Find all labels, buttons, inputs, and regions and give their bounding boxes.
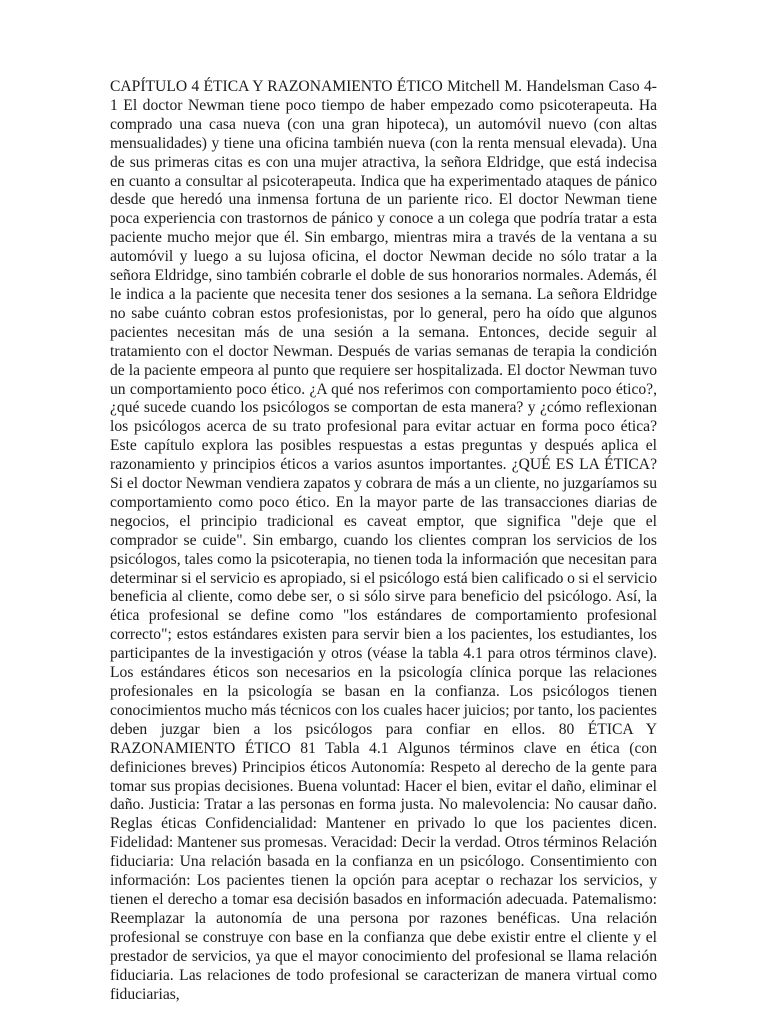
document-body-text: CAPÍTULO 4 ÉTICA Y RAZONAMIENTO ÉTICO Mitchell M. Handelsman Caso 4-1 El doctor Newman tiene poco tiempo de haber empezado como psicoterapeuta. Ha comprado una casa nueva (con una gran hipoteca), un automóvil nuevo (con altas mensualidades) y tiene una oficina también nueva (con la renta mensual elevada). Una de sus primeras citas es con una mujer atractiva, la señora Eldridge, que está indecisa en cuanto a consultar al psicoterapeuta. Indica que ha experimentado ataques de pánico desde que heredó una inmensa fortuna de un pariente rico. El doctor Newman tiene poca experiencia con trastornos de pánico y conoce a un colega que podría tratar a esta paciente mucho mejor que él. Sin embargo, mientras mira a través de la ventana a su automóvil y luego a su lujosa oficina, el doctor Newman decide no sólo tratar a la señora Eldridge, sino también cobrarle el doble de sus honorarios normales. Además, él le indica a la paciente que necesita tener dos sesiones a la semana. La señora Eldridge no sabe cuánto cobran estos profesionistas, por lo general, pero ha oído que algunos pacientes necesitan más de una sesión a la semana. Entonces, decide seguir al tratamiento con el doctor Newman. Después de varias semanas de terapia la condición de la paciente empeora al punto que requiere ser hospitalizada. El doctor Newman tuvo un comportamiento poco ético. ¿A qué nos referimos con comportamiento poco ético?, ¿qué sucede cuando los psicólogos se comportan de esta manera? y ¿cómo reflexionan los psicólogos acerca de su trato profesional para evitar actuar en forma poco ética? Este capítulo explora las posibles respuestas a estas preguntas y después aplica el razonamiento y principios éticos a varios asuntos importantes. ¿QUÉ ES LA ÉTICA? Si el doctor Newman vendiera zapatos y cobrara de más a un cliente, no juzgaríamos su comportamiento como poco ético. En la mayor parte de las transacciones diarias de negocios, el principio tradicional es caveat emptor, que significa "deje que el comprador se cuide". Sin embargo, cuando los clientes compran los servicios de los psicólogos, tales como la psicoterapia, no tienen toda la información que necesitan para determinar si el servicio es apropiado, si el psicólogo está bien calificado o si el servicio beneficia al cliente, como debe ser, o si sólo sirve para beneficio del psicólogo. Así, la ética profesional se define como "los estándares de comportamiento profesional correcto"; estos estándares existen para servir bien a los pacientes, los estudiantes, los participantes de la investigación y otros (véase la tabla 4.1 para otros términos clave). Los estándares éticos son necesarios en la psicología clínica porque las relaciones profesionales en la psicología se basan en la confianza. Los psicólogos tienen conocimientos mucho más técnicos con los cuales hacer juicios; por tanto, los pacientes deben juzgar bien a los psicólogos para confiar en ellos. 80 ÉTICA Y RAZONAMIENTO ÉTICO 81 Tabla 4.1 Algunos términos clave en ética (con definiciones breves) Principios éticos Autonomía: Respeto al derecho de la gente para tomar sus propias decisiones. Buena voluntad: Hacer el bien, evitar el daño, eliminar el daño. Justicia: Tratar a las personas en forma justa. No malevolencia: No causar daño. Reglas éticas Confidencialidad: Mantener en privado lo que los pacientes dicen. Fidelidad: Mantener sus promesas. Veracidad: Decir la verdad. Otros términos Relación fiduciaria: Una relación basada en la confianza en un psicólogo. Consentimiento con información: Los pacientes tienen la opción para aceptar o rechazar los servicios, y tienen el derecho a tomar esa decisión basados en información adecuada. Patemalismo: Reemplazar la autonomía de una persona por razones benéficas. Una relación profesional se construye con base en la confianza que debe existir entre el cliente y el prestador de servicios, ya que el mayor conocimiento del profesional se llama relación fiduciaria. Las relaciones de todo profesional se caracterizan de manera virtual como fiduciarias, (110, 78, 657, 1003)
